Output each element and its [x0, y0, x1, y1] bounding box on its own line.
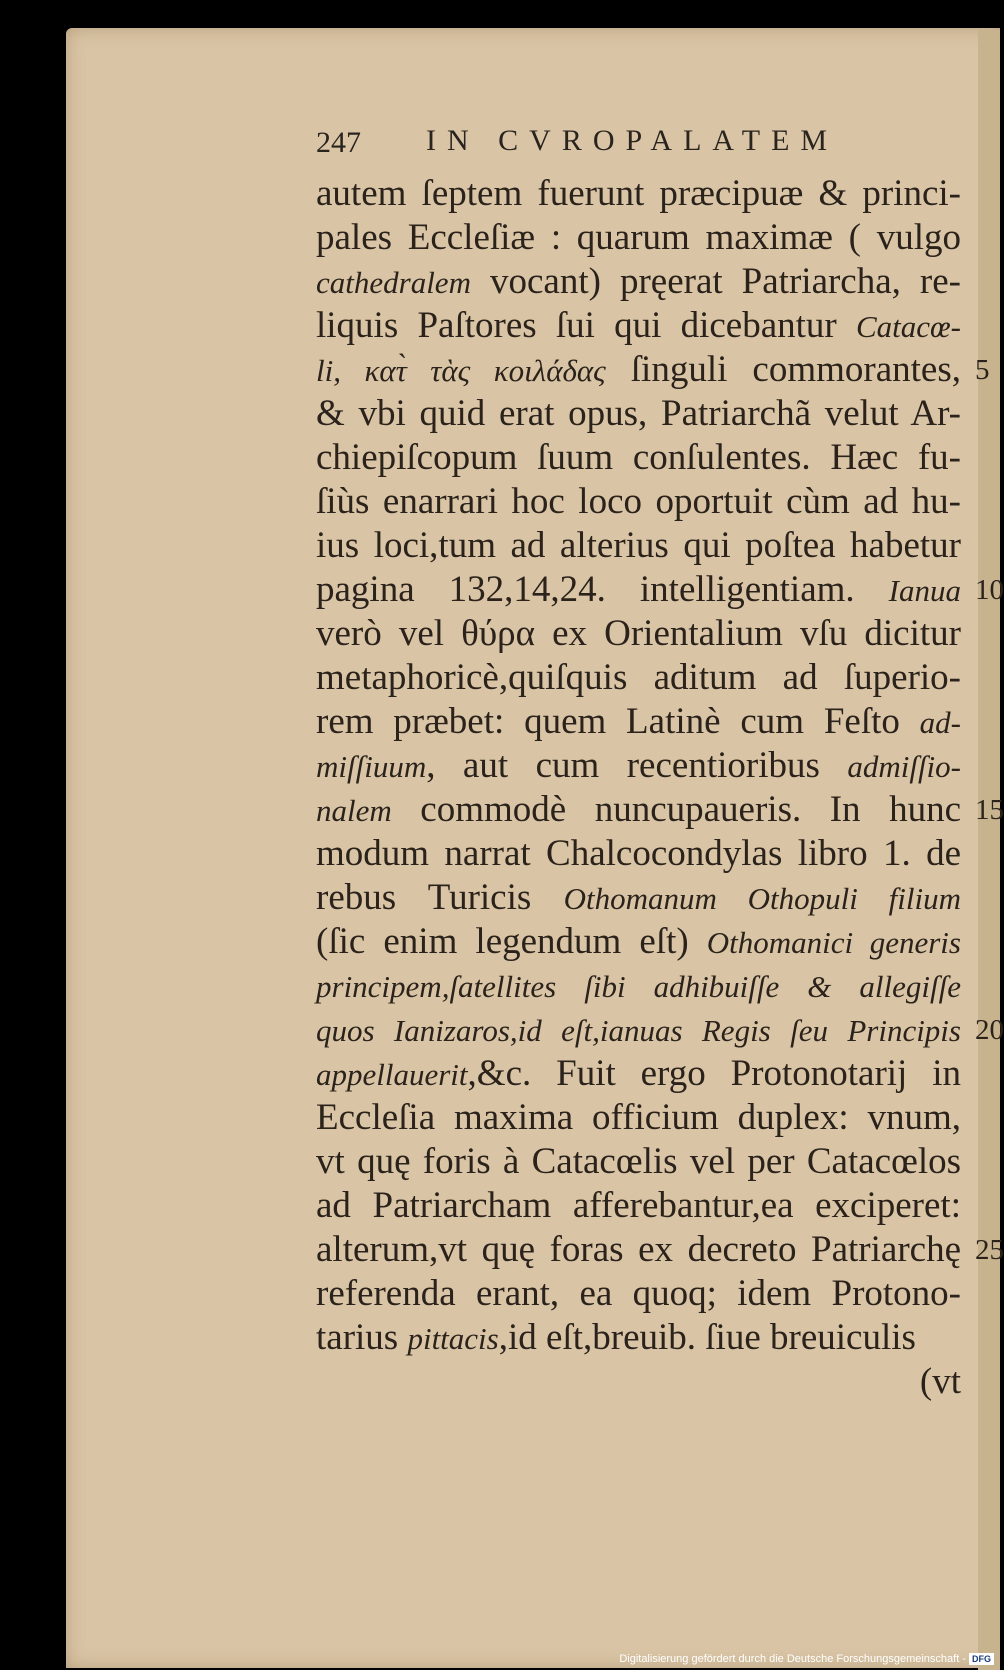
text-line [316, 1008, 961, 1052]
text-line [316, 1228, 961, 1272]
margin-line-number: 15 [975, 794, 1004, 826]
text-segment: ſinguli commorantes, [605, 349, 961, 390]
text-line [316, 392, 961, 436]
italic-segment: Othomanum Othopuli filium [563, 881, 961, 916]
text-segment: rem præbet: quem Latinè cum Feſto [316, 701, 920, 742]
text-segment: ius loci,tum ad alterius qui poſtea habetur [316, 525, 961, 566]
page-number: 247 [316, 126, 361, 159]
italic-segment: admiſſio- [847, 749, 961, 784]
text-segment: autem ſeptem fuerunt præcipuæ & princi- [316, 173, 961, 214]
text-segment: chiepiſcopum ſuum conſulentes. Hæc fu- [316, 437, 961, 478]
italic-segment: Othomanici generis [706, 925, 961, 960]
text-segment: modum narrat Chalcocondylas libro 1. de [316, 833, 961, 874]
text-line [316, 1052, 961, 1096]
margin-line-number: 25 [975, 1234, 1004, 1266]
text-line [316, 304, 961, 348]
text-segment: ad Patriarcham afferebantur,ea exciperet: [316, 1185, 961, 1226]
text-line [316, 656, 961, 700]
margin-line-number: 20 [975, 1014, 1004, 1046]
text-line [316, 1184, 961, 1228]
text-segment: alterum,vt quę foras ex decreto Patriarchę [316, 1229, 961, 1270]
text-line [316, 260, 961, 304]
italic-segment: Ianua [888, 573, 961, 608]
text-segment: (ſic enim legendum eſt) [316, 921, 707, 962]
text-line [316, 524, 961, 568]
text-line [316, 1140, 961, 1184]
text-segment: commodè nuncupaueris. In hunc [391, 789, 961, 830]
text-line [316, 1316, 961, 1360]
text-segment: rebus Turicis [316, 877, 564, 918]
text-segment: , aut cum recentioribus [426, 745, 848, 786]
margin-line-number: 10 [975, 574, 1004, 606]
text-segment: verò vel θύρα ex Orientalium vſu dicitur [316, 613, 961, 654]
text-line [316, 216, 961, 260]
margin-line-number: 5 [975, 354, 990, 386]
text-segment: Eccleſia maxima officium duplex: vnum, [316, 1097, 961, 1138]
text-segment: vt quę foris à Catacœlis vel per Catacœlos [316, 1141, 961, 1182]
text-line [316, 1096, 961, 1140]
text-segment: ſiùs enarrari hoc loco oportuit cùm ad hu- [316, 481, 961, 522]
text-line [316, 568, 961, 612]
text-line [316, 920, 961, 964]
page-header [316, 126, 896, 166]
text-line [316, 436, 961, 480]
footer-credit: Digitalisierung gefördert durch die Deutsche Forschungsgemeinschaft - [619, 1653, 966, 1665]
text-segment: metaphoricè,quiſquis aditum ad ſuperio- [316, 657, 961, 698]
text-line [316, 964, 961, 1008]
text-segment: pagina 132,14,24. intelligentiam. [316, 569, 889, 610]
running-title: IN CVROPALATEM [426, 124, 839, 157]
text-line [316, 788, 961, 832]
italic-segment: principem,ſatellites ſibi adhibuiſſe & allegiſſe [316, 969, 961, 1004]
italic-segment: pittacis [407, 1321, 499, 1356]
italic-segment: cathedralem [316, 265, 471, 300]
catchword: (vt [919, 1361, 961, 1402]
text-segment: vocant) pręerat Patriarcha, re- [470, 261, 961, 302]
italic-segment: ad- [919, 705, 961, 740]
text-segment: liquis Paſtores ſui qui dicebantur [316, 305, 856, 346]
text-line [316, 832, 961, 876]
italic-segment: Catacœ- [855, 309, 961, 344]
text-line [316, 876, 961, 920]
dfg-logo: DFG [969, 1653, 994, 1665]
text-segment: pales Eccleſiæ : quarum maximæ ( vulgo [316, 217, 961, 258]
text-line [316, 172, 961, 216]
italic-segment: quos Ianizaros,id eſt,ianuas Regis ſeu Principis [316, 1013, 961, 1048]
digitization-footer [619, 1652, 994, 1666]
text-line [316, 1272, 961, 1316]
italic-segment: nalem [316, 793, 392, 828]
italic-segment: li, κατ̀ τὰς κοιλάδας [316, 353, 606, 388]
text-segment: referenda erant, ea quoq; idem Protono- [316, 1273, 961, 1314]
text-segment: ,id eſt,breuib. ſiue breuiculis [498, 1317, 916, 1358]
italic-segment: appellauerit [316, 1057, 468, 1092]
text-line [316, 700, 961, 744]
facing-page-edge [978, 30, 1000, 1670]
text-segment: & vbi quid erat opus, Patriarchã velut Ar- [316, 393, 961, 434]
text-line [316, 348, 961, 392]
text-line [316, 612, 961, 656]
text-segment: tarius [316, 1317, 408, 1358]
text-line [316, 480, 961, 524]
italic-segment: miſſiuum [316, 749, 427, 784]
main-text-block [316, 172, 961, 1404]
text-line [316, 744, 961, 788]
text-segment: ,&c. Fuit ergo Protonotarij in [467, 1053, 961, 1094]
